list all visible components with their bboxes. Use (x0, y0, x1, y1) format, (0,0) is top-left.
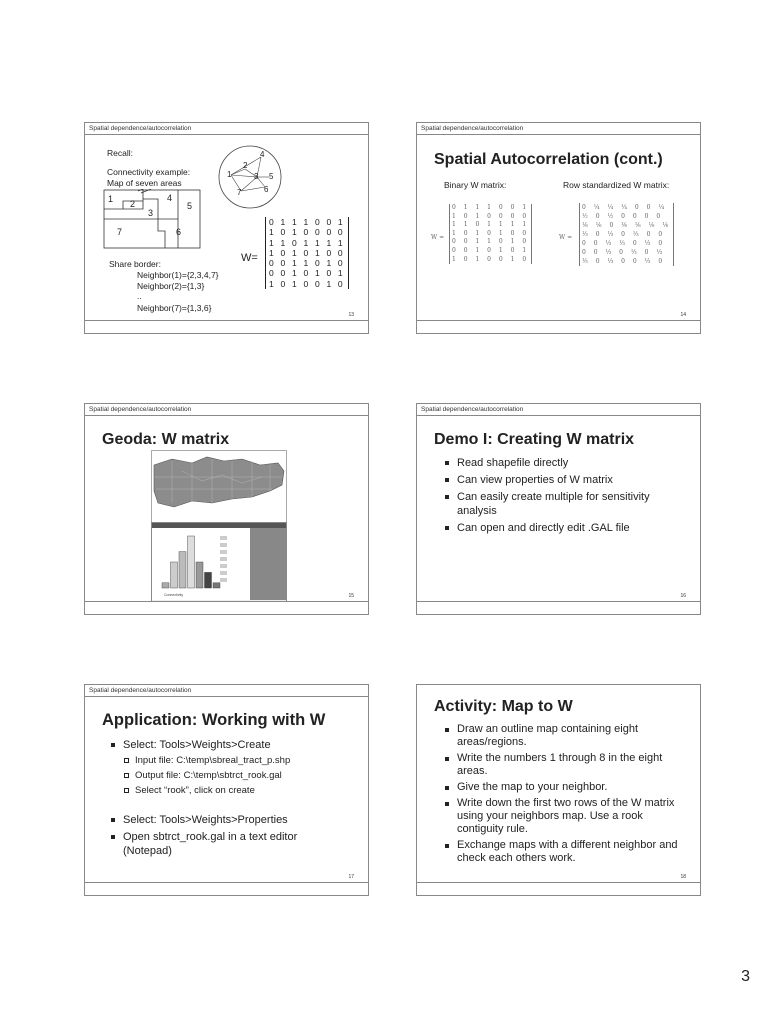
slide-title: Demo I: Creating W matrix (434, 431, 635, 448)
matrix-row: 0 1 1 1 0 0 1 (452, 204, 530, 211)
matrix-row: 1 0 1 0 1 0 0 (269, 247, 345, 258)
matrix-row: 1 1 0 1 1 1 1 (269, 237, 345, 248)
w-equals-label: W= (241, 252, 258, 264)
slide-footer-rule (417, 320, 700, 321)
area-2-label: 2 (130, 199, 136, 209)
list-item: Open sbtrct_rook.gal in a text editor (Notepad) (111, 830, 338, 858)
connectivity-label: Connectivity example: (107, 167, 191, 177)
list-item: Read shapefile directly (445, 456, 685, 470)
histogram-bar (179, 552, 186, 588)
activity-bullet-list (445, 723, 691, 868)
matrix-row: ½ 0 ½ 0 0 0 0 (582, 213, 664, 220)
node-4: 4 (260, 150, 265, 159)
slide-title: Spatial Autocorrelation (cont.) (434, 151, 663, 168)
matrix-row: ⅓ 0 ⅓ 0 ⅓ 0 0 (582, 231, 666, 238)
neighbor-7: Neighbor(7)={1,3,6} (137, 303, 212, 313)
node-6: 6 (264, 185, 269, 194)
matrix-row: 1 0 1 0 0 1 0 (452, 255, 530, 263)
slide-title: Application: Working with W (102, 711, 326, 729)
bullet-text: Select: Tools>Weights>Create (123, 739, 271, 751)
list-item: Write down the first two rows of the W matrix using your neighbors map. Use a rook contiguity rule. (445, 797, 691, 836)
binary-w-matrix (265, 217, 349, 289)
matrix-row: 1 0 1 0 0 1 0 (269, 278, 345, 289)
connectivity-histogram (152, 528, 286, 600)
node-7: 7 (237, 188, 242, 197)
slide-14 (416, 122, 701, 334)
histogram-bar (196, 562, 203, 588)
node-5: 5 (269, 172, 274, 181)
slide-18 (416, 684, 701, 896)
recall-label: Recall: (107, 148, 133, 158)
slide-number: 14 (680, 312, 686, 318)
slide-footer-rule (417, 601, 700, 602)
slide-header (417, 685, 700, 696)
matrix-row: 0 1 1 1 0 0 1 (269, 217, 345, 227)
slide-15 (84, 403, 369, 615)
node-3: 3 (254, 172, 259, 181)
matrix-row: 1 1 0 1 1 1 1 (452, 221, 530, 229)
sub-item: Select “rook”, click on create (123, 784, 361, 797)
histogram-bar (162, 583, 169, 588)
slide-header: Spatial dependence/autocorrelation (85, 404, 368, 416)
tract-map (152, 451, 286, 523)
slide-footer-rule (85, 882, 368, 883)
connectivity-graph (217, 145, 283, 209)
matrix-row: 0 0 1 1 0 1 0 (269, 258, 345, 269)
histogram-window (151, 522, 287, 602)
slide-number: 16 (680, 593, 686, 599)
area-1-label: 1 (108, 194, 114, 204)
node-2: 2 (243, 161, 248, 170)
list-item: Exchange maps with a different neighbor and check each others work. (445, 839, 691, 865)
slide-16 (416, 403, 701, 615)
slide-title: Geoda: W matrix (102, 431, 230, 448)
w-eq-binary: W = (431, 234, 445, 241)
list-item: Can easily create multiple for sensitivity analysis (445, 490, 685, 518)
list-item: Select: Tools>Weights>Properties (111, 813, 361, 827)
row-standardized-w-matrix (579, 203, 674, 266)
sub-list (123, 754, 361, 797)
slide-footer-rule (85, 320, 368, 321)
slide-header: Spatial dependence/autocorrelation (85, 685, 368, 697)
area-6-label: 6 (176, 227, 182, 237)
seven-area-map (103, 189, 203, 251)
slide-header: Spatial dependence/autocorrelation (85, 123, 368, 135)
histogram-bar (171, 562, 178, 588)
page-number: 3 (741, 968, 750, 985)
slide-header: Spatial dependence/autocorrelation (417, 123, 700, 135)
matrix-row: ⅓ 0 ⅓ 0 0 ⅓ 0 (582, 258, 666, 265)
matrix-row: ⅙ ⅙ 0 ⅙ ⅙ ⅙ ⅙ (582, 222, 672, 229)
binary-w-matrix (449, 204, 532, 264)
share-border-label: Share border: (109, 259, 161, 269)
slide-header: Spatial dependence/autocorrelation (417, 404, 700, 416)
list-item: Can open and directly edit .GAL file (445, 521, 685, 535)
slide-13 (84, 122, 369, 334)
demo-bullet-list (445, 456, 685, 538)
area-4-label: 4 (167, 193, 173, 203)
neighbor-2: Neighbor(2)={1,3} (137, 281, 205, 291)
matrix-row: 1 0 1 0 0 0 0 (269, 227, 345, 238)
matrix-row: 1 0 1 0 0 0 0 (452, 212, 530, 220)
histogram-caption: Connectivity (164, 593, 184, 597)
matrix-row: 0 0 1 0 1 0 1 (269, 268, 345, 279)
slide-17 (84, 684, 369, 896)
slide-number: 15 (348, 593, 354, 599)
matrix-row: 1 0 1 0 1 0 0 (452, 229, 530, 237)
binary-w-label: Binary W matrix: (444, 180, 507, 190)
list-item: Can view properties of W matrix (445, 473, 685, 487)
slide-number: 17 (348, 874, 354, 880)
neighbor-ellipsis: .. (137, 291, 142, 301)
matrix-row: 0 0 ⅓ ⅓ 0 ⅓ 0 (582, 240, 666, 247)
histogram-bar (205, 572, 212, 588)
list-item (111, 738, 361, 797)
matrix-row: 0 0 1 1 0 1 0 (452, 238, 530, 246)
histogram-bar (213, 583, 220, 588)
slide-footer-rule (85, 601, 368, 602)
slide-number: 13 (348, 312, 354, 318)
map-label: Map of seven areas (107, 178, 182, 188)
slide-footer-rule (417, 882, 700, 883)
list-item: Give the map to your neighbor. (445, 781, 691, 794)
matrix-row: 0 ¼ ¼ ¼ 0 0 ¼ (582, 204, 668, 211)
sub-item: Input file: C:\temp\sbreal_tract_p.shp (123, 754, 361, 767)
histogram-bar (188, 536, 195, 588)
list-item: Write the numbers 1 through 8 in the eight areas. (445, 752, 691, 778)
area-3-label: 3 (148, 208, 154, 218)
neighbor-1: Neighbor(1)={2,3,4,7} (137, 270, 219, 280)
w-eq-rowstd: W = (559, 234, 573, 241)
slide-number: 18 (680, 874, 686, 880)
geoda-map-screenshot (151, 450, 287, 524)
matrix-row: 0 0 1 0 1 0 1 (452, 246, 530, 254)
row-standardized-label: Row standardized W matrix: (563, 180, 670, 190)
list-item: Draw an outline map containing eight areas/regions. (445, 723, 691, 749)
node-1: 1 (227, 170, 232, 179)
area-5-label: 5 (187, 201, 193, 211)
area-7-label: 7 (117, 227, 123, 237)
matrix-row: 0 0 ⅓ 0 ⅓ 0 ⅓ (582, 249, 666, 256)
sub-item: Output file: C:\temp\sbtrct_rook.gal (123, 769, 361, 782)
application-bullet-list (111, 738, 361, 861)
slide-title: Activity: Map to W (434, 698, 573, 715)
